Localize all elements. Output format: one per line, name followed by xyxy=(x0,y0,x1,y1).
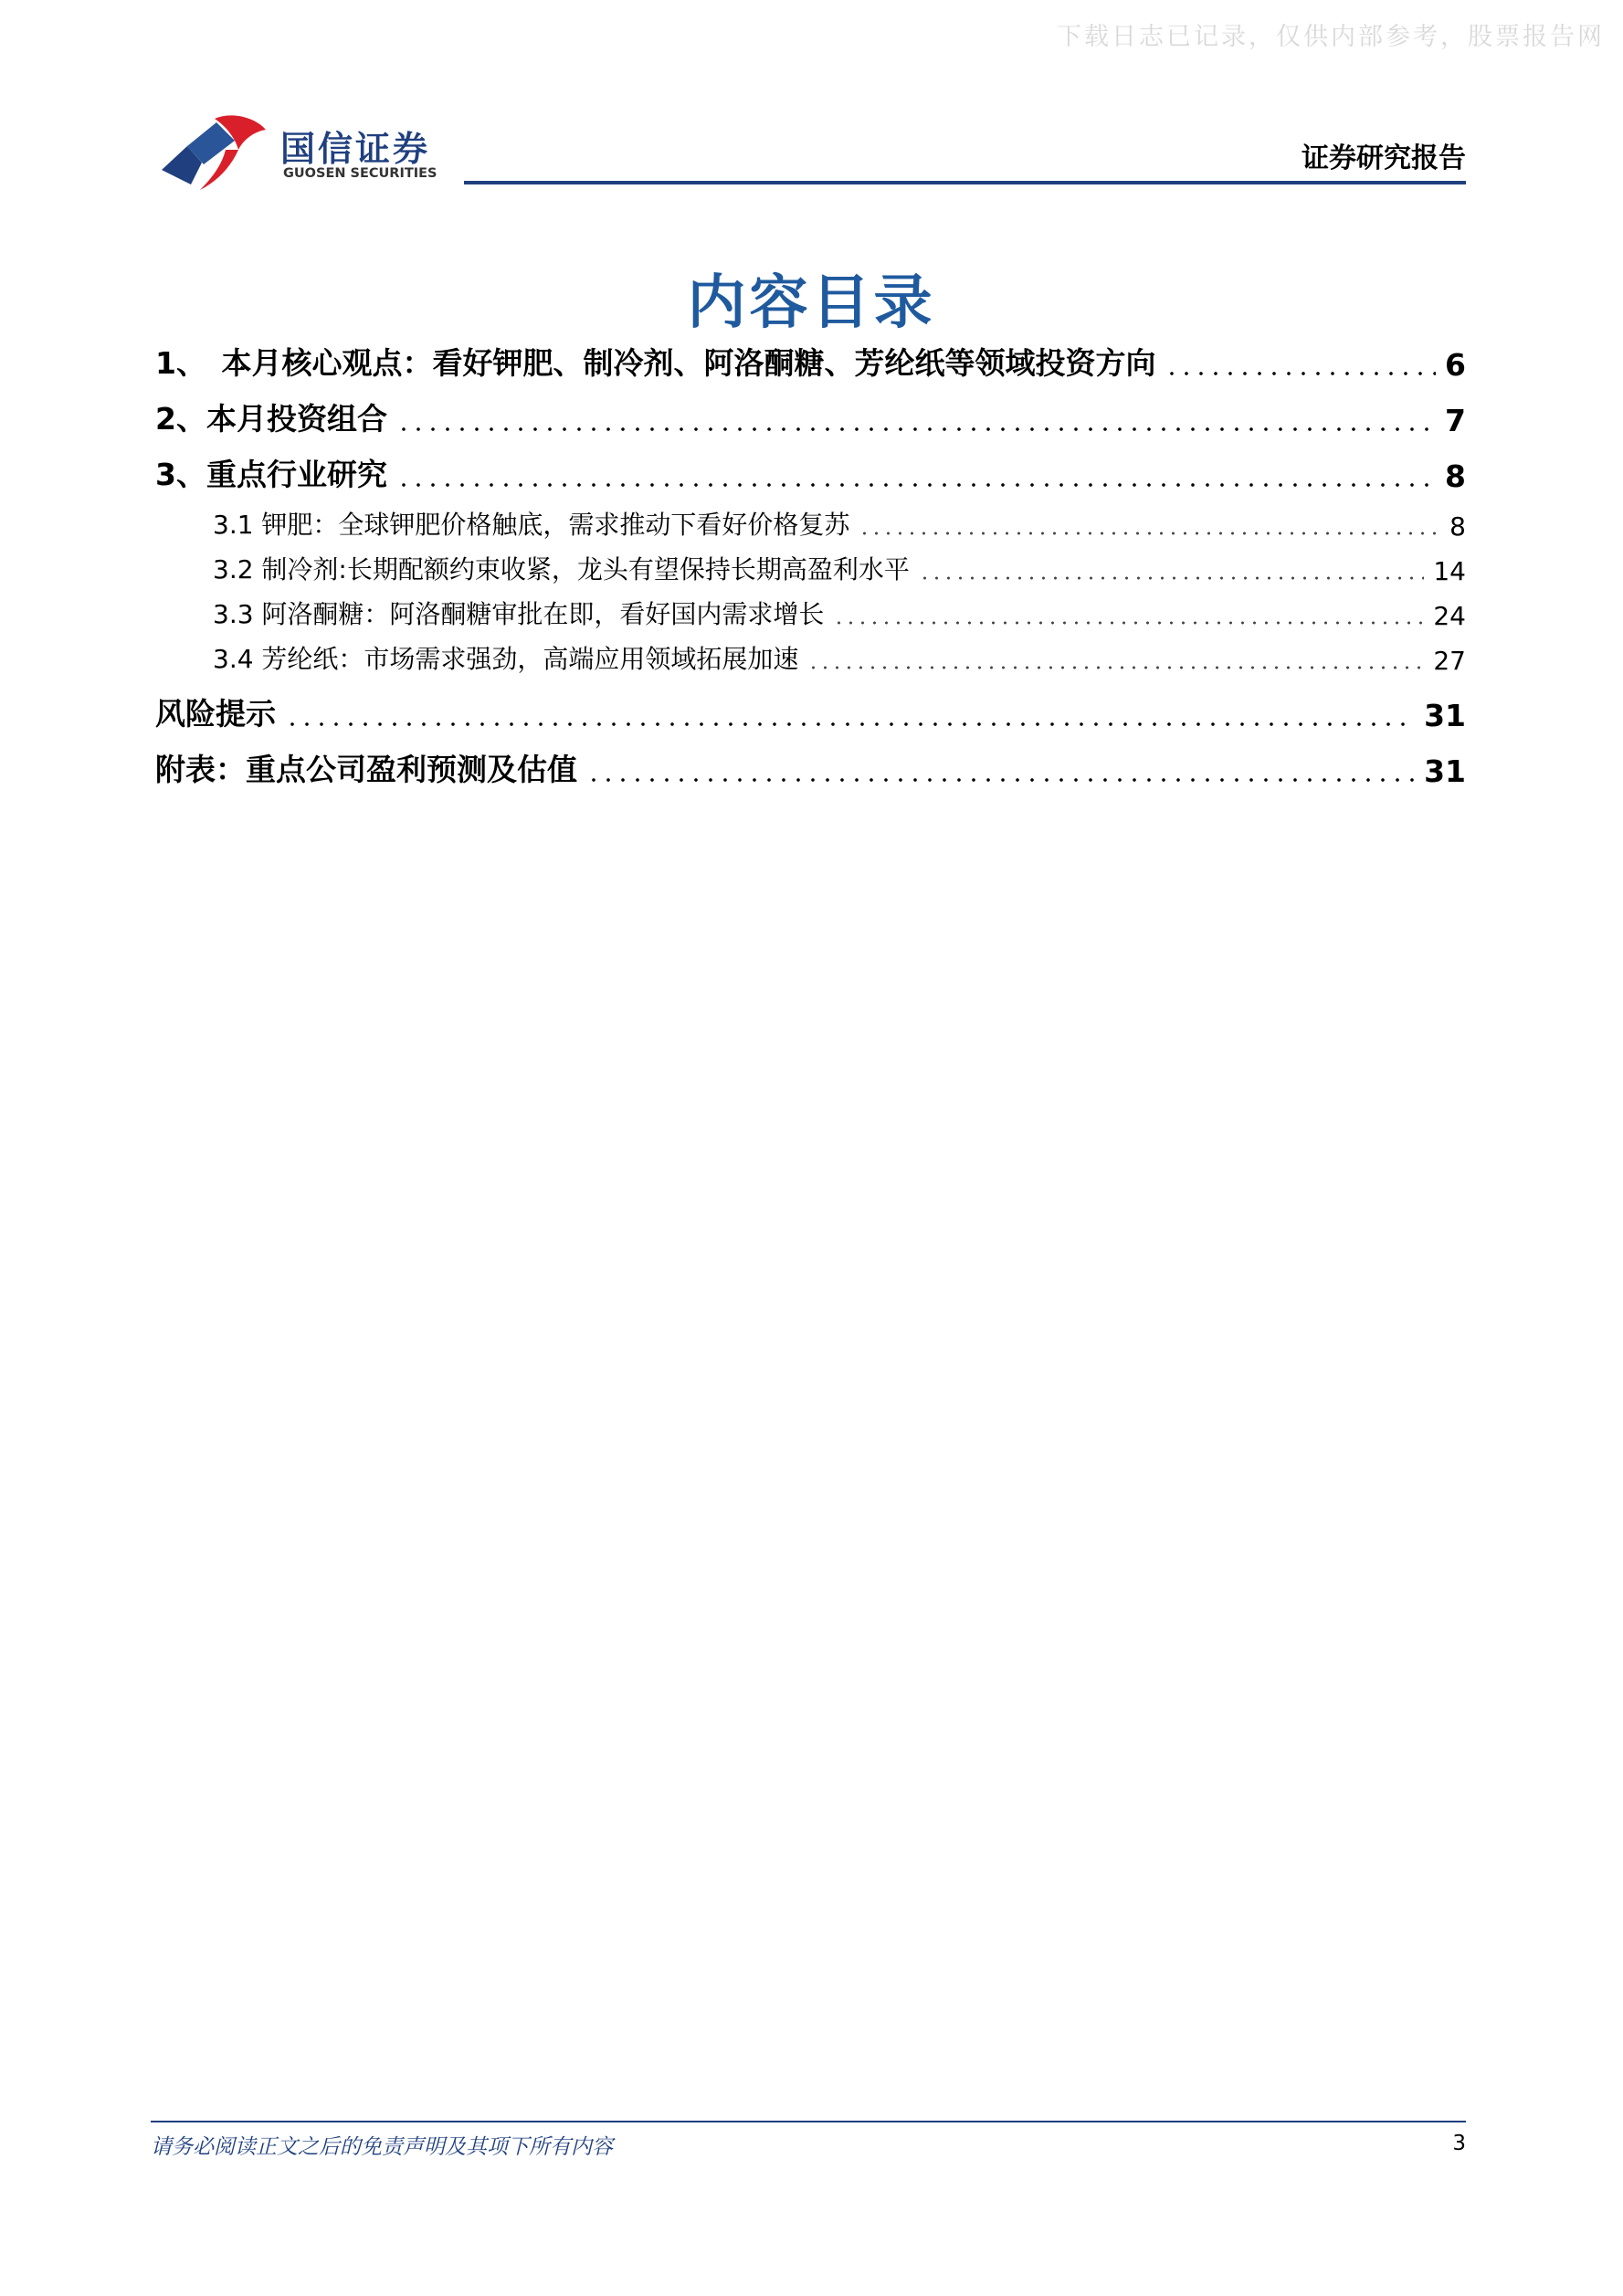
guosen-logo xyxy=(160,113,461,195)
toc-title: 内容目录 xyxy=(687,269,936,337)
toc-dot-leader xyxy=(586,777,1415,783)
toc-entry[interactable] xyxy=(155,342,1466,383)
toc-entry-label: 附表：重点公司盈利预测及估值 xyxy=(155,752,577,787)
toc-dot-leader xyxy=(833,620,1424,626)
logo-chinese-name: 国信证券 xyxy=(280,129,431,169)
footer-divider xyxy=(151,2121,1466,2122)
toc-entry-label: 风险提示 xyxy=(155,696,276,732)
toc-dot-leader xyxy=(859,531,1440,536)
toc-entry[interactable] xyxy=(155,693,1466,733)
toc-entry[interactable] xyxy=(155,398,1466,438)
logo-english-name: GUOSEN SECURITIES xyxy=(283,166,437,181)
toc-entry-label: 3.4 芳纶纸：市场需求强劲，高端应用领域拓展加速 xyxy=(213,644,799,674)
toc-entry[interactable] xyxy=(155,749,1466,789)
toc-dot-leader xyxy=(919,575,1424,581)
toc-entry-label: 3.1 钾肥：全球钾肥价格触底，需求推动下看好价格复苏 xyxy=(213,510,850,540)
toc-subentry[interactable] xyxy=(155,507,1466,542)
toc-subentry[interactable] xyxy=(155,596,1466,631)
toc-entry-label: 1、 本月核心观点：看好钾肥、制冷剂、阿洛酮糖、芳纶纸等领域投资方向 xyxy=(155,345,1156,381)
guosen-logo-icon xyxy=(160,113,274,195)
toc-entry-page: 14 xyxy=(1433,556,1466,586)
footer-disclaimer: 请务必阅读正文之后的免责声明及其项下所有内容 xyxy=(151,2135,613,2159)
toc-entry-label: 2、本月投资组合 xyxy=(155,401,387,437)
toc-entry-label: 3、重点行业研究 xyxy=(155,457,387,492)
toc-entry-page: 8 xyxy=(1445,458,1466,494)
report-type-label: 证券研究报告 xyxy=(1302,142,1466,174)
toc-entry-page: 31 xyxy=(1424,698,1466,733)
page-number: 3 xyxy=(1452,2132,1466,2155)
toc-entry-page: 7 xyxy=(1445,403,1466,438)
toc-dot-leader xyxy=(396,482,1436,488)
toc-dot-leader xyxy=(285,721,1415,727)
toc-entry-page: 27 xyxy=(1433,646,1466,676)
toc-entry-page: 8 xyxy=(1449,511,1466,542)
toc-subentry[interactable] xyxy=(155,552,1466,586)
toc-entry-page: 24 xyxy=(1433,601,1466,631)
toc-subentry[interactable] xyxy=(155,641,1466,676)
toc-dot-leader xyxy=(1165,371,1436,376)
toc-entry-page: 31 xyxy=(1424,753,1466,789)
toc-dot-leader xyxy=(396,427,1436,432)
toc-entry-label: 3.3 阿洛酮糖：阿洛酮糖审批在即，看好国内需求增长 xyxy=(213,599,825,629)
toc-dot-leader xyxy=(807,665,1424,670)
header-divider xyxy=(464,181,1466,184)
watermark-text: 下载日志已记录，仅供内部参考，股票报告网 xyxy=(1057,23,1605,51)
toc-entry-page: 6 xyxy=(1445,347,1466,383)
toc-entry-label: 3.2 制冷剂:长期配额约束收紧，龙头有望保持长期高盈利水平 xyxy=(213,554,910,585)
toc-entry[interactable] xyxy=(155,454,1466,494)
